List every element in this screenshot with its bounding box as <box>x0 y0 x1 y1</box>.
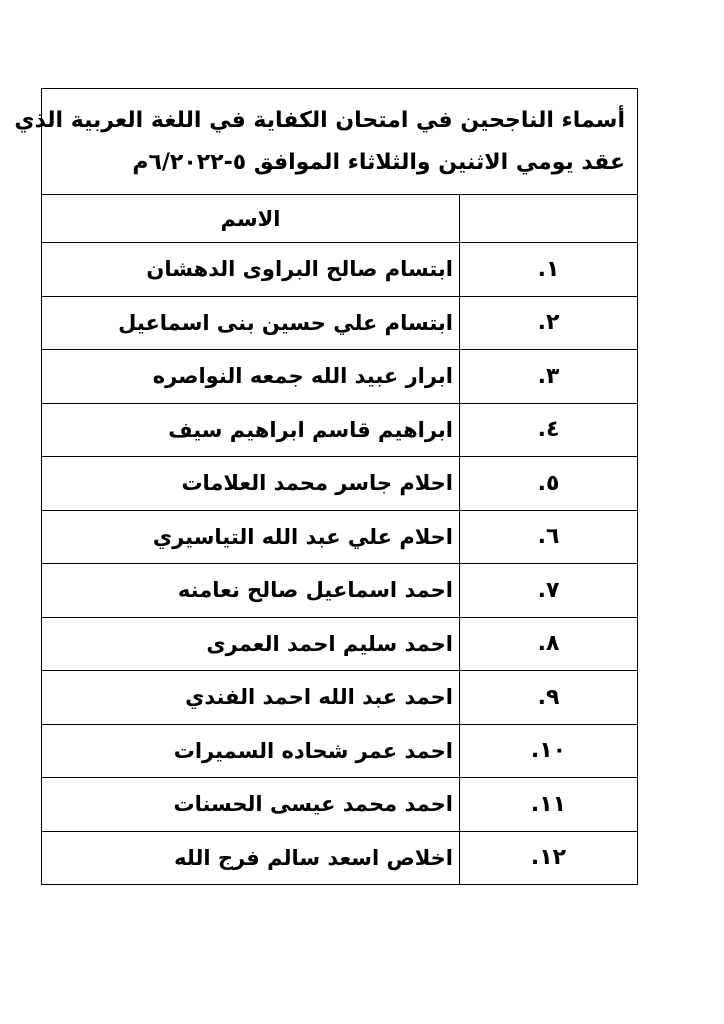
title-line-1: أسماء الناجحين في امتحان الكفاية في اللغة العربية الذي <box>14 107 625 133</box>
table-row <box>42 831 638 885</box>
row-number: ٥. <box>460 457 638 511</box>
row-name: اخلاص اسعد سالم فرج الله <box>42 831 460 885</box>
title-row <box>42 89 638 195</box>
row-number: ١. <box>460 243 638 297</box>
row-number: ٩. <box>460 671 638 725</box>
row-name: ابتسام صالح البراوى الدهشان <box>42 243 460 297</box>
row-number: ٤. <box>460 403 638 457</box>
row-name: احمد سليم احمد العمرى <box>42 617 460 671</box>
table-row <box>42 457 638 511</box>
row-name: احمد اسماعيل صالح نعامنه <box>42 564 460 618</box>
row-name: ابراهيم قاسم ابراهيم سيف <box>42 403 460 457</box>
number-column-header <box>460 195 638 243</box>
row-number: ١٠. <box>460 724 638 778</box>
row-number: ٣. <box>460 350 638 404</box>
table-row <box>42 243 638 297</box>
name-column-header: الاسم <box>42 195 460 243</box>
row-number: ٦. <box>460 510 638 564</box>
row-name: احمد عبد الله احمد الفندي <box>42 671 460 725</box>
table-row <box>42 617 638 671</box>
row-name: احلام علي عبد الله التياسيري <box>42 510 460 564</box>
table-row <box>42 671 638 725</box>
row-number: ٢. <box>460 296 638 350</box>
row-number: ٨. <box>460 617 638 671</box>
table-row <box>42 724 638 778</box>
row-number: ١١. <box>460 778 638 832</box>
row-number: ١٢. <box>460 831 638 885</box>
row-name: ابتسام علي حسين بنى اسماعيل <box>42 296 460 350</box>
column-header-row <box>42 195 638 243</box>
table-row <box>42 296 638 350</box>
table-row <box>42 350 638 404</box>
row-name: احمد عمر شحاده السميرات <box>42 724 460 778</box>
table-row <box>42 564 638 618</box>
row-name: احلام جاسر محمد العلامات <box>42 457 460 511</box>
table-row <box>42 778 638 832</box>
results-table <box>14 88 638 885</box>
table-row <box>42 510 638 564</box>
document-title <box>14 89 638 195</box>
title-line-2: عقد يومي الاثنين والثلاثاء الموافق ٥-٦/٢٠٢٢م <box>132 149 625 175</box>
table-row <box>42 403 638 457</box>
row-name: احمد محمد عيسى الحسنات <box>42 778 460 832</box>
row-name: ابرار عبيد الله جمعه النواصره <box>42 350 460 404</box>
row-number: ٧. <box>460 564 638 618</box>
